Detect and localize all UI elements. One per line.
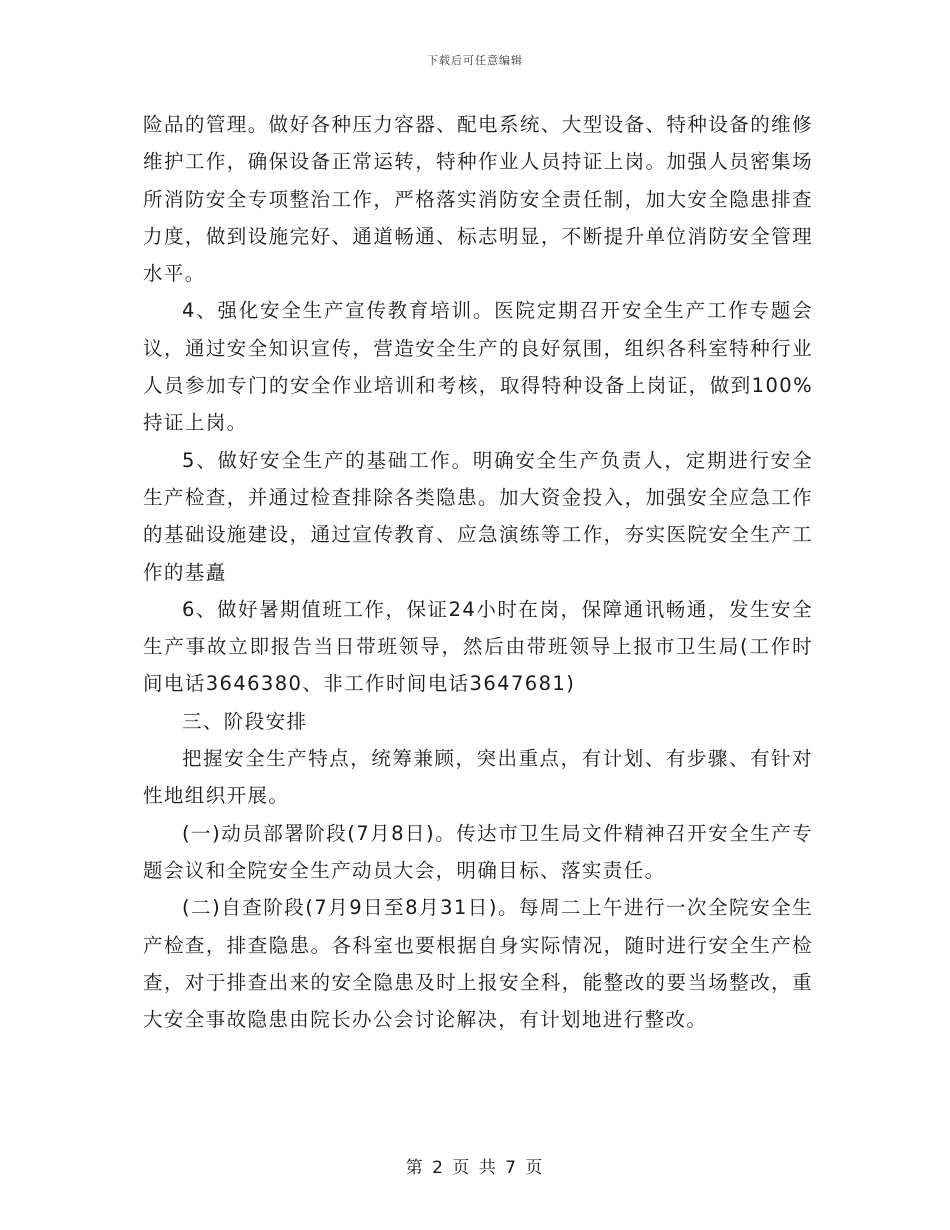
- paragraph: (二)自查阶段(7月9日至8月31日)。每周二上午进行一次全院安全生产检查，排查隐患。各科室也要根据自身实际情况，随时进行安全生产检查，对于排查出来的安全隐患及时上报安全科，能整改的要当场整改，重大安全事故隐患由院长办公会讨论解决，有计划地进行整改。: [143, 896, 813, 1032]
- paragraph: 5、做好安全生产的基础工作。明确安全生产负责人，定期进行安全生产检查，并通过检查排除各类隐患。加大资金投入，加强安全应急工作的基础设施建设，通过宣传教育、应急演练等工作，夯实医院安全生产工作的基矗: [143, 448, 813, 584]
- paragraph: 把握安全生产特点，统筹兼顾，突出重点，有计划、有步骤、有针对性地组织开展。: [143, 747, 813, 808]
- header-note: 下载后可任意编辑: [427, 54, 523, 67]
- page-number-footer: 第 2 页 共 7 页: [405, 1158, 545, 1178]
- paragraph: 6、做好暑期值班工作，保证24小时在岗，保障通讯畅通，发生安全生产事故立即报告当日带班领导，然后由带班领导上报市卫生局(工作时间电话3646380、非工作时间电话3647681): [143, 597, 813, 696]
- paragraph: 4、强化安全生产宣传教育培训。医院定期召开安全生产工作专题会议，通过安全知识宣传，营造安全生产的良好氛围，组织各科室特种行业人员参加专门的安全作业培训和考核，取得特种设备上岗证，做到100%持证上岗。: [143, 299, 813, 435]
- section-heading: 三、阶段安排: [182, 709, 308, 733]
- body-text: [143, 106, 813, 1038]
- paragraph: 险品的管理。做好各种压力容器、配电系统、大型设备、特种设备的维修维护工作，确保设备正常运转，特种作业人员持证上岗。加强人员密集场所消防安全专项整治工作，严格落实消防安全责任制，加大安全隐患排查力度，做到设施完好、通道畅通、标志明显，不断提升单位消防安全管理水平。: [143, 113, 813, 286]
- paragraph: (一)动员部署阶段(7月8日)。传达市卫生局文件精神召开安全生产专题会议和全院安全生产动员大会，明确目标、落实责任。: [143, 821, 813, 882]
